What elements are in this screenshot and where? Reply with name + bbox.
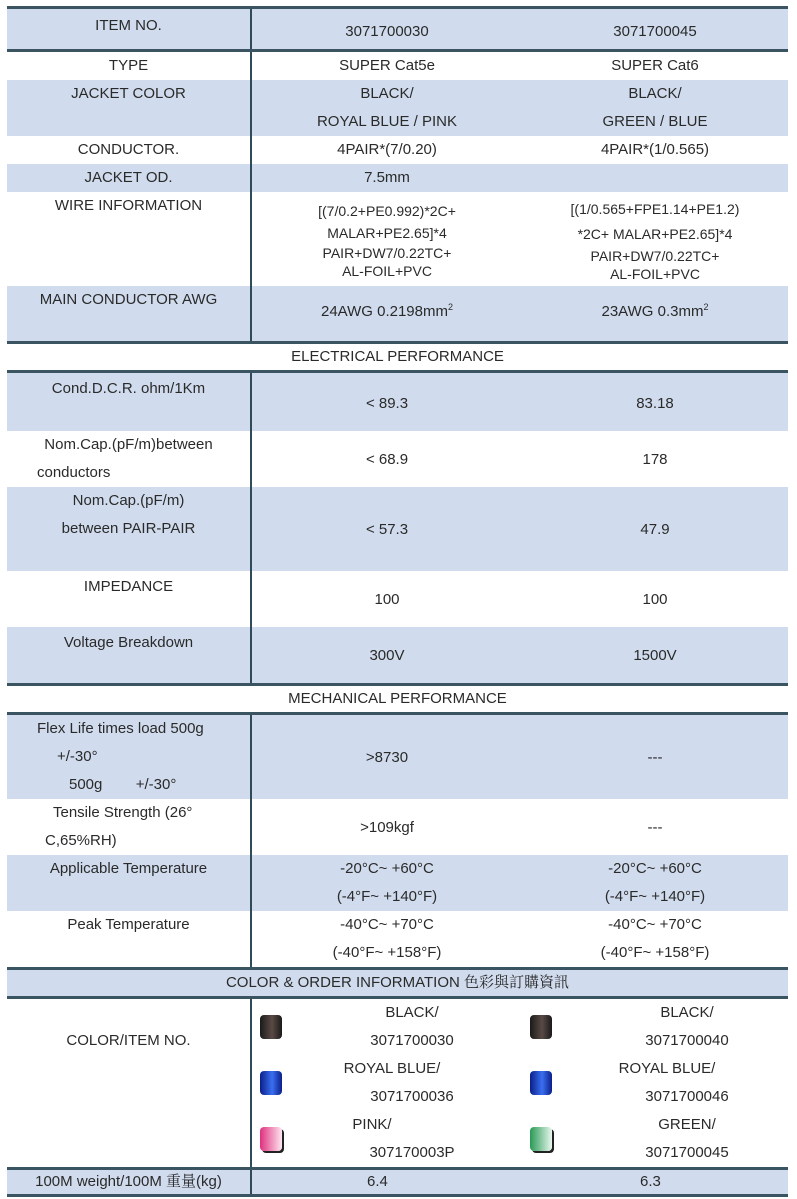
spec-value-col2: 178 [642, 451, 668, 468]
spec-value-col1: -40°C~ +70°C [340, 916, 434, 933]
color-option: BLACK/ 3071700030 [252, 999, 512, 1055]
spec-value-col2: 47.9 [640, 521, 670, 538]
spec-label: JACKET COLOR [7, 80, 252, 136]
spec-value-col2: -40°C~ +70°C [608, 916, 702, 933]
mechanical-row [7, 715, 788, 799]
section-title-electrical: ELECTRICAL PERFORMANCE [291, 348, 504, 365]
spec-label: TYPE [7, 52, 252, 80]
section-title-mechanical: MECHANICAL PERFORMANCE [288, 690, 507, 707]
spec-value-col2: (-4°F~ +140°F) [604, 888, 706, 905]
black-swatch-icon [260, 1015, 282, 1039]
spec-value-col2: [(1/0.565+FPE1.14+PE1.2) [570, 201, 740, 217]
spec-label: Tensile Strength (26° C,65%RH) [7, 799, 252, 855]
spec-value-col2: *2C+ MALAR+PE2.65]*4 [577, 226, 733, 242]
black-swatch-icon [530, 1015, 552, 1039]
weight-label: 100M weight/100M 重量(kg) [7, 1170, 252, 1194]
spec-label: IMPEDANCE [7, 571, 252, 627]
spec-label: JACKET OD. [7, 164, 252, 192]
green-swatch-icon [530, 1127, 552, 1151]
spec-label: Flex Life times load 500g +/-30° 500g +/-30° [7, 715, 252, 799]
spec-value-col2: BLACK/ [628, 85, 682, 102]
spec-value-col1: 100 [374, 591, 400, 608]
spec-value-col2 [522, 164, 788, 192]
item-no-label: ITEM NO. [7, 9, 252, 49]
color-option: GREEN/ 3071700045 [522, 1111, 782, 1167]
table-bottom-rule [7, 1194, 788, 1197]
item-no-col2: 3071700045 [613, 23, 697, 40]
spec-value-col1: >109kgf [360, 819, 414, 836]
spec-value-col1: 24AWG $0.2198mm^2$ [320, 302, 453, 320]
royal-blue-swatch-icon [530, 1071, 552, 1095]
item-no-col1: 3071700030 [345, 23, 429, 40]
spec-row-jacket-color [7, 80, 788, 136]
spec-value-col2: SUPER Cat6 [611, 57, 699, 74]
spec-label: WIRE INFORMATION [7, 192, 252, 286]
color-option: ROYAL BLUE/ 3071700046 [522, 1055, 782, 1111]
spec-value-col1: 7.5mm [364, 169, 410, 186]
color-option: BLACK/ 3071700040 [522, 999, 782, 1055]
spec-value-col1: SUPER Cat5e [339, 57, 435, 74]
spec-value-col2: PAIR+DW7/0.22TC+ [590, 248, 720, 264]
spec-value-col2: 4PAIR*(1/0.565) [600, 141, 710, 158]
weight-row [7, 1170, 788, 1194]
color-item-label: COLOR/ITEM NO. [7, 999, 252, 1167]
spec-value-col2: --- [647, 749, 663, 766]
color-list-col1 [252, 999, 522, 1167]
spec-row-type [7, 52, 788, 80]
spec-value-col2: AL-FOIL+PVC [610, 266, 700, 282]
spec-value-col1: >8730 [365, 749, 409, 766]
color-list-col2 [522, 999, 788, 1167]
section-title-color-order: COLOR & ORDER INFORMATION 色彩與訂購資訊 [7, 970, 788, 996]
electrical-row [7, 431, 788, 487]
electrical-row [7, 373, 788, 431]
color-option: PINK/ 307170003P [252, 1111, 512, 1167]
electrical-row [7, 627, 788, 683]
spec-label: Nom.Cap.(pF/m)between conductors [7, 431, 252, 487]
spec-value-col1: [(7/0.2+PE0.992)*2C+ [318, 203, 456, 219]
spec-label: Cond.D.C.R. ohm/1Km [7, 373, 252, 431]
spec-value-col2: 100 [642, 591, 668, 608]
spec-value-col2: GREEN / BLUE [602, 113, 708, 130]
spec-value-col1: ROYAL BLUE / PINK [316, 113, 458, 130]
mechanical-row [7, 911, 788, 967]
spec-row-conductor [7, 136, 788, 164]
spec-value-col1: PAIR+DW7/0.22TC+ [322, 245, 452, 261]
spec-row-main-conductor-awg [7, 286, 788, 341]
color-order-row [7, 999, 788, 1167]
spec-label: CONDUCTOR. [7, 136, 252, 164]
spec-row-wire-information [7, 192, 788, 286]
weight-value-col1: 6.4 [367, 1173, 388, 1190]
spec-value-col1: < 68.9 [365, 451, 409, 468]
weight-value-col2: 6.3 [640, 1173, 661, 1190]
spec-value-col2: --- [647, 819, 663, 836]
electrical-row [7, 571, 788, 627]
spec-value-col1: BLACK/ [360, 85, 414, 102]
spec-value-col1: 300V [369, 647, 405, 664]
spec-value-col1: < 89.3 [365, 395, 409, 412]
spec-value-col2: 83.18 [636, 395, 674, 412]
mechanical-row [7, 799, 788, 855]
spec-label: MAIN CONDUCTOR AWG [7, 286, 252, 341]
electrical-row [7, 487, 788, 571]
spec-label: Peak Temperature [7, 911, 252, 967]
item-no-row [7, 9, 788, 49]
spec-row-jacket-od [7, 164, 788, 192]
color-option: ROYAL BLUE/ 3071700036 [252, 1055, 512, 1111]
spec-value-col2: 1500V [633, 647, 677, 664]
spec-value-col1: MALAR+PE2.65]*4 [327, 225, 447, 241]
spec-value-col1: AL-FOIL+PVC [342, 263, 432, 279]
royal-blue-swatch-icon [260, 1071, 282, 1095]
mechanical-row [7, 855, 788, 911]
spec-value-col2: (-40°F~ +158°F) [600, 944, 710, 961]
spec-label: Nom.Cap.(pF/m) between PAIR-PAIR [7, 487, 252, 571]
spec-label: Voltage Breakdown [7, 627, 252, 683]
spec-label: Applicable Temperature [7, 855, 252, 911]
spec-value-col1: (-4°F~ +140°F) [336, 888, 438, 905]
spec-value-col2: 23AWG $0.3mm^2$ [601, 302, 709, 320]
spec-value-col1: -20°C~ +60°C [340, 860, 434, 877]
spec-value-col1: (-40°F~ +158°F) [332, 944, 442, 961]
pink-swatch-icon [260, 1127, 282, 1151]
spec-value-col1: 4PAIR*(7/0.20) [337, 141, 437, 158]
spec-value-col1: < 57.3 [365, 521, 409, 538]
spec-value-col2: -20°C~ +60°C [608, 860, 702, 877]
